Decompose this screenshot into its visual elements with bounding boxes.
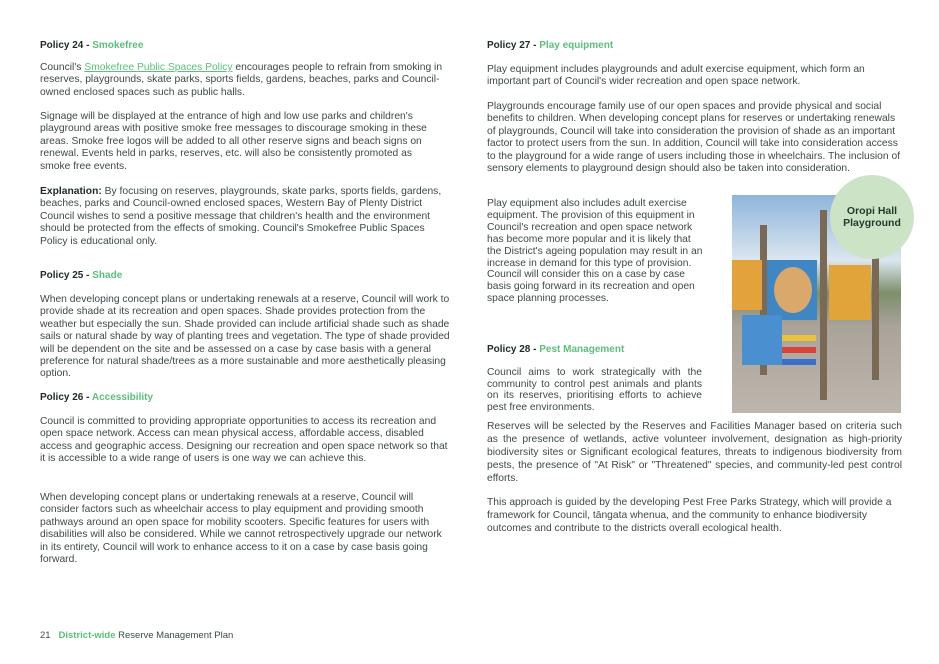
policy-27-text-2: Playgrounds encourage family use of our open spaces and provide physical and social benefits to children. When developing concept plans for reserves or undertaking renewals of playgrounds, Council will take into consideration the provision of shade as an important factor to protect users from the sun. In addition, Council will take into consideration access to the playground for a wide range of users including those in wheelchairs. The inclusion of sensory elements to playground design should also be taken into consideration. [487, 101, 901, 175]
policy-24-intro: Council's Smokefree Public Spaces Policy encourages people to refrain from smoking in reserves, playgrounds, skate parks, sports fields, gardens, beaches, parks and Council-owned enclosed spaces such as public halls. [40, 62, 443, 98]
policy-26-text-2: When developing concept plans or undertaking renewals at a reserve, Council will consider factors such as wheelchair access to play equipment and providing smooth pathways around an open space for mobility scooters. Specific features for users with disabilities will also be considered. While we cannot retrospectively upgrade our network in its entirety, Council will work to enhance access to it on a case by case basis going forward. [40, 492, 442, 566]
page-number: 21 [40, 630, 51, 641]
smokefree-policy-link[interactable]: Smokefree Public Spaces Policy [84, 62, 233, 73]
photo-caption-badge: Oropi Hall Playground [830, 175, 914, 259]
photo-tube [732, 260, 762, 310]
policy-24-signage: Signage will be displayed at the entrance of high and low use parks and children's playground areas with positive smoke free messages to discourage smoking in these areas. Smoke free logos will be added to all other reserve signs and beach signs on renewal. Events held in parks, reserves, etc. will also be consistently promoted as smoke free events. [40, 111, 427, 172]
policy-24-heading: Policy 24 - Smokefree [40, 40, 144, 51]
policy-27-text-1: Play equipment includes playgrounds and adult exercise equipment, which form an important part of Council's wider recreation and open space network. [487, 64, 865, 88]
photo-abacus [782, 347, 816, 353]
footer-doc-highlight: District-wide [58, 630, 116, 641]
policy-28-text-2: Reserves will be selected by the Reserves and Facilities Manager based on criteria such as the presence of wetlands, active volunteer involvement, designation as high-priority biodiversity sites or Significant ecological features, threats to indigenous biodiversity from pests, the presence of "At Risk" or "Threatened" species, and community-led pest control efforts. [487, 421, 902, 484]
policy-25-heading: Policy 25 - Shade [40, 270, 123, 281]
photo-slide [742, 315, 782, 365]
policy-28-text-3: This approach is guided by the developing Pest Free Parks Strategy, which will provide a framework for Council, tāngata whenua, and the community to enhance biodiversity outcomes and contribute to the districts overall ecological health. [487, 497, 892, 534]
policy-26-heading: Policy 26 - Accessibility [40, 392, 154, 403]
policy-26-text-1: Council is committed to providing appropriate opportunities to access its recreation and open space network. Access can mean physical access, affordable access, disabled access and geographic access. Designing our recreation and open space network so that it is accessible to a wide range of users is one way we can achieve this. [40, 416, 448, 465]
policy-25-text: When developing concept plans or undertaking renewals at a reserve, Council will work to provide shade at its recreation and open spaces. Shade provides protection from the weather but especially the sun. Shade provided can include artificial shade such as shade sails or natural shade by way of planting trees and vegetation. The type of shade provided will be dependent on the site and be assessed on a case by case basis with a general preference for natural shade/trees as a more sustainable and more aesthetically pleasing option. [40, 294, 450, 380]
page-footer [40, 630, 233, 642]
policy-27-text-3: Play equipment also includes adult exercise equipment. The provision of this equipment in Council's recreation and open space network has become more popular and it is likely that the District's ageing population may result in an increase in demand for this type of provision. Council will consider this on a case by case basis going forward in its recreation and open space planning processes. [487, 198, 703, 305]
photo-post [872, 240, 879, 380]
policy-28-heading: Policy 28 - Pest Management [487, 344, 625, 355]
photo-abacus [782, 359, 816, 365]
photo-number-blocks [829, 265, 871, 320]
footer-doc-title: Reserve Management Plan [115, 630, 234, 641]
photo-abacus [782, 335, 816, 341]
policy-24-explanation: Explanation: By focusing on reserves, playgrounds, skate parks, sports fields, gardens, beaches, parks and Council-owned enclosed spaces, Western Bay of Plenty District Council wishes to send a positive message that children's health and the environment should be protected from the effects of smoking. Council's Smokefree Public Spaces Policy is educational only. [40, 186, 442, 247]
photo-bubble [774, 267, 812, 313]
policy-28-text-1: Council aims to work strategically with the community to control pest animals and plants on its reserves, prioritising efforts to achieve pest free environments. [487, 367, 702, 414]
photo-post [820, 210, 827, 400]
policy-27-heading: Policy 27 - Play equipment [487, 40, 614, 51]
